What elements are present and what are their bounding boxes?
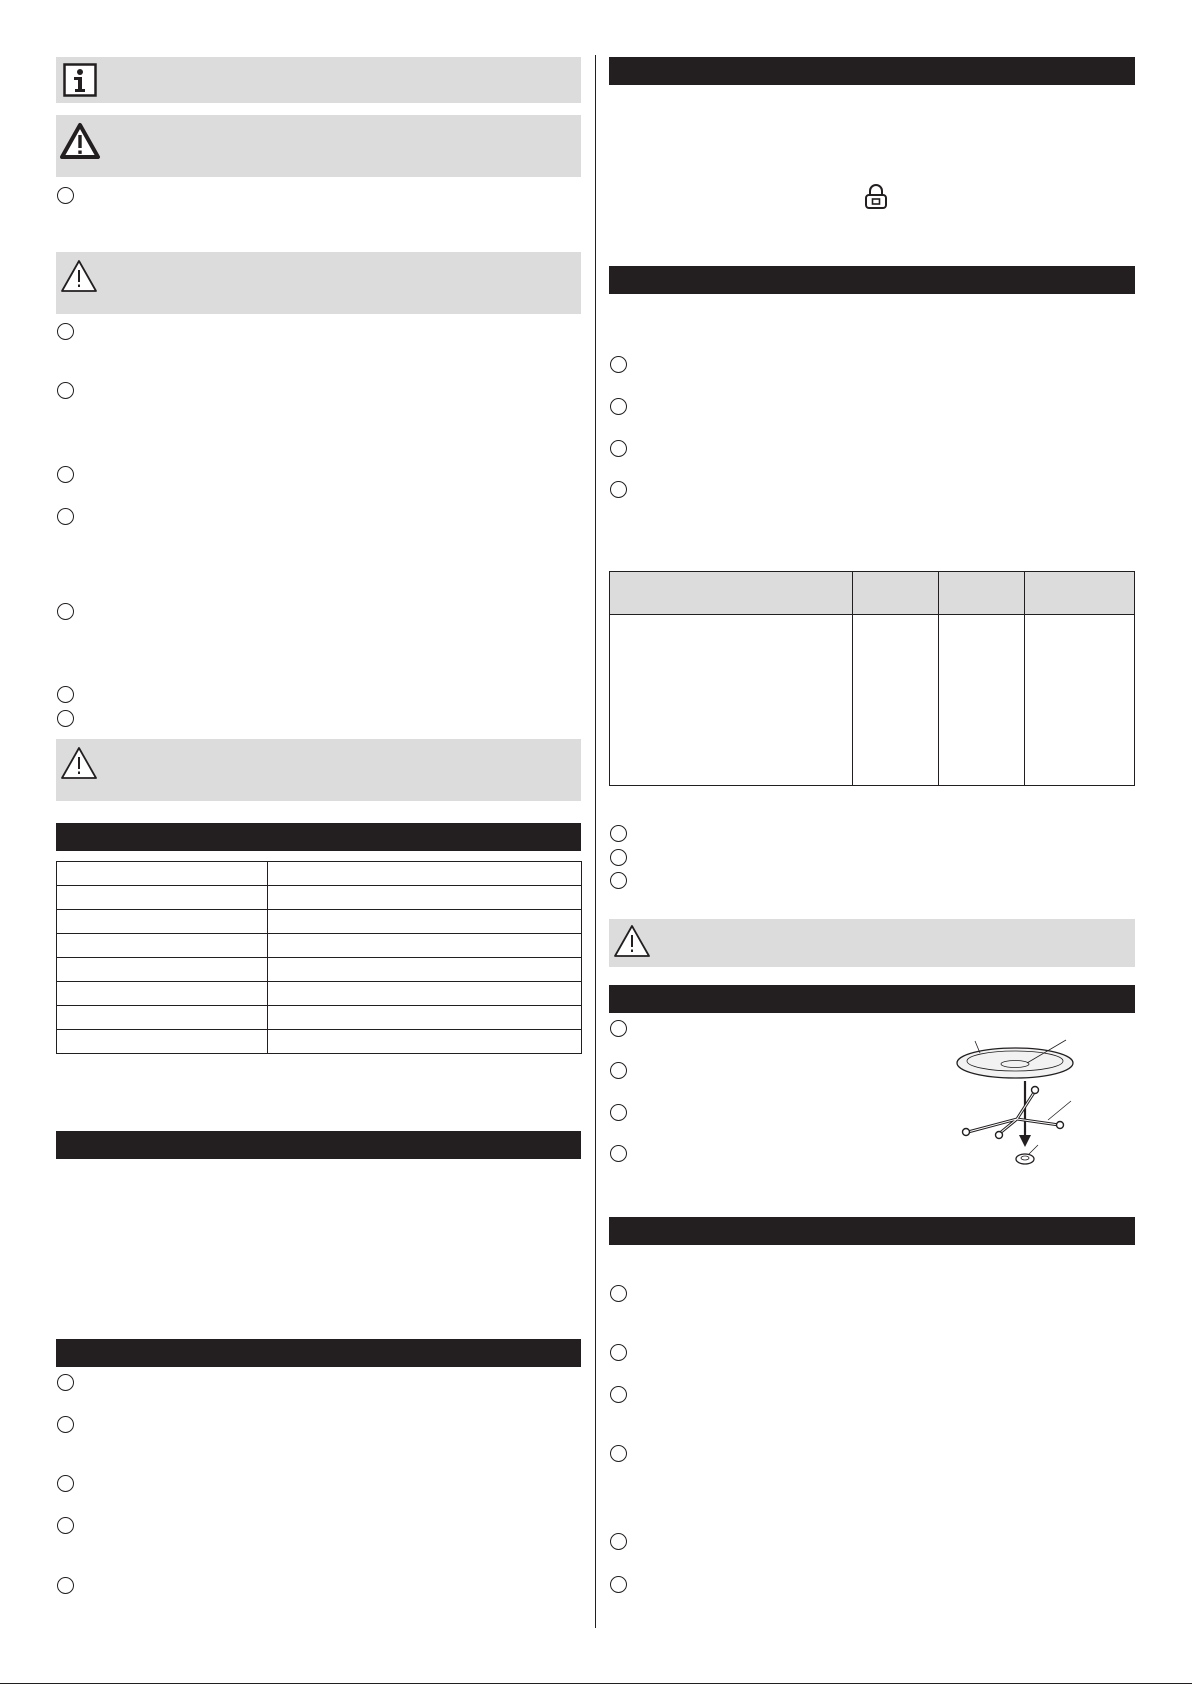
list-bullet (610, 1285, 627, 1302)
list-bullet (610, 481, 627, 498)
table-row (57, 958, 582, 982)
list-bullet (57, 686, 74, 703)
warning-panel-2 (56, 252, 581, 314)
section-header-bar (56, 1131, 581, 1159)
list-bullet (610, 1062, 627, 1079)
table-row (57, 982, 582, 1006)
section-header-bar (609, 266, 1135, 294)
list-bullet (610, 1386, 627, 1403)
spec-table (56, 861, 582, 1054)
list-bullet (57, 508, 74, 525)
info-panel (56, 57, 581, 103)
table-row (57, 910, 582, 934)
list-bullet (610, 356, 627, 373)
list-bullet (57, 1577, 74, 1594)
table-row (57, 934, 582, 958)
section-header-bar (609, 985, 1135, 1013)
table-row (610, 615, 1135, 786)
list-bullet (610, 825, 627, 842)
list-bullet (610, 872, 627, 889)
list-bullet (610, 1445, 627, 1462)
list-bullet (610, 1344, 627, 1361)
list-bullet (57, 1517, 74, 1534)
list-bullet (610, 398, 627, 415)
section-header-bar (609, 57, 1135, 85)
list-bullet (57, 1475, 74, 1492)
section-header-bar (56, 823, 581, 851)
warning-triangle-icon (60, 746, 98, 780)
list-bullet (57, 466, 74, 483)
warning-panel-3 (56, 739, 581, 801)
warning-triangle-icon (613, 924, 651, 958)
table-row (57, 886, 582, 910)
list-bullet (610, 440, 627, 457)
section-header-bar (609, 1217, 1135, 1245)
list-bullet (57, 710, 74, 727)
table-row (57, 1030, 582, 1054)
warning-triangle-icon (60, 259, 98, 293)
warning-panel-1 (56, 115, 581, 177)
list-bullet (57, 323, 74, 340)
list-bullet (610, 1145, 627, 1162)
list-bullet (57, 1416, 74, 1433)
page-bottom-rule (0, 1683, 1192, 1684)
list-bullet (57, 187, 74, 204)
list-bullet (610, 1576, 627, 1593)
list-bullet (57, 603, 74, 620)
column-divider (595, 55, 596, 1628)
section-header-bar (56, 1339, 581, 1367)
warning-panel-4 (609, 919, 1135, 967)
turntable-assembly-illustration (955, 1035, 1080, 1175)
table-row (57, 862, 582, 886)
table-row (57, 1006, 582, 1030)
list-bullet (57, 1374, 74, 1391)
list-bullet (57, 382, 74, 399)
lock-icon (864, 183, 888, 210)
list-bullet (610, 849, 627, 866)
warning-triangle-icon (59, 122, 101, 160)
list-bullet (610, 1020, 627, 1037)
power-level-table (609, 571, 1135, 786)
table-header-row (610, 572, 1135, 615)
info-icon (63, 63, 97, 97)
list-bullet (610, 1533, 627, 1550)
list-bullet (610, 1104, 627, 1121)
